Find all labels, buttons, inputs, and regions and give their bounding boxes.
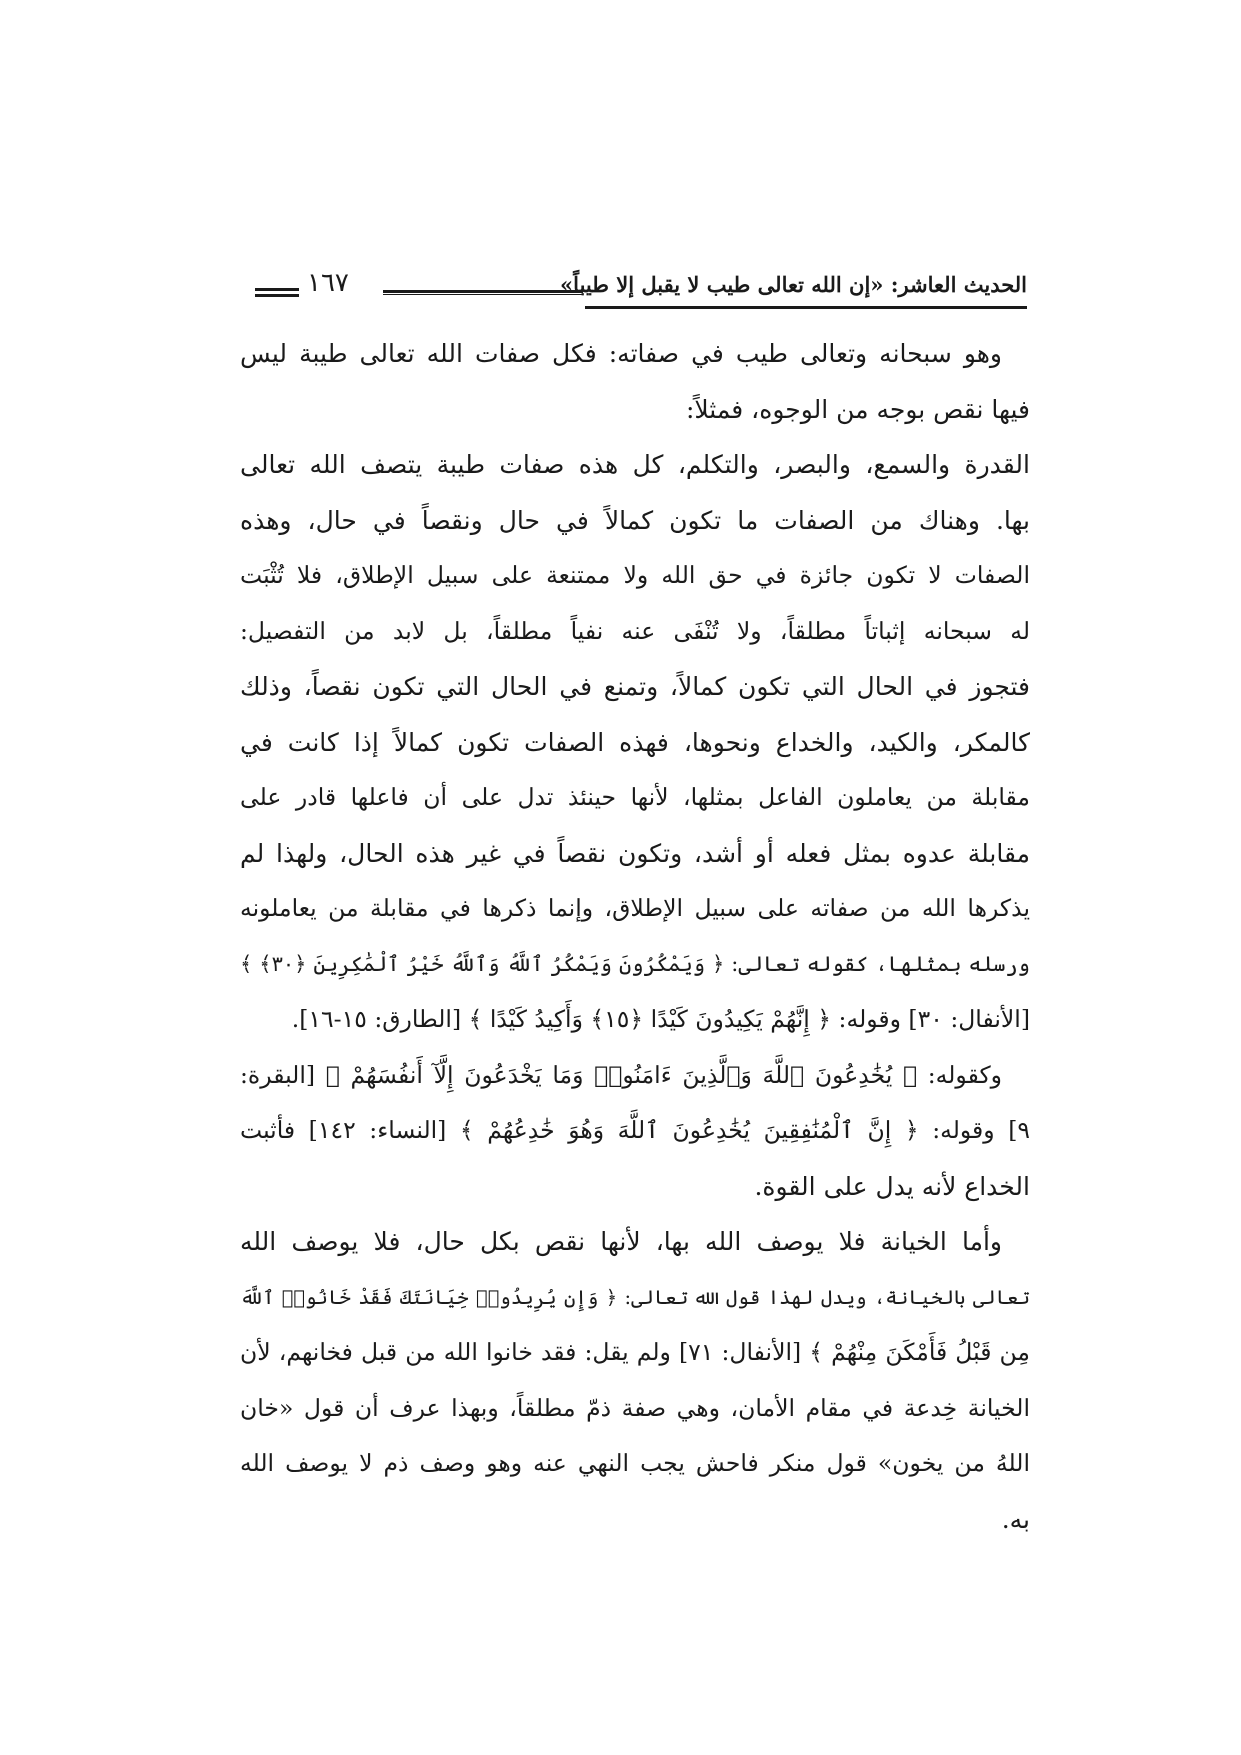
text-line: به. (1001, 1504, 1030, 1534)
page-number: ١٦٧ (307, 268, 349, 298)
running-header (255, 268, 1027, 314)
text-line: وهو سبحانه وتعالى طيب في صفاته: فكل صفات الله تعالى طيبة ليس (240, 339, 1002, 368)
text-line: مقابلة من يعاملون الفاعل بمثلها، لأنها حينئذ تدل على أن فاعلها قادر على (240, 783, 1030, 811)
text-line: وأما الخيانة فلا يوصف الله بها، لأنها نقص بكل حال، فلا يوصف الله (240, 1227, 1002, 1256)
header-rule (383, 290, 583, 295)
text-line: القدرة والسمع، والبصر، والتكلم، كل هذه صفات طيبة يتصف الله تعالى (240, 450, 1030, 479)
text-line: الخداع لأنه يدل على القوة. (754, 1171, 1030, 1201)
quran-verse-line: تعالى بالخيانة، ويدل لهذا قول الله تعالى: ﴿ وَإِن يُرِيدُوا۟ خِيَانَتَكَ فَقَدْ خَانُوا۟ ٱللَّهَ (240, 1285, 1030, 1309)
text-line: الخيانة خِدعة في مقام الأمان، وهي صفة ذمّ مطلقاً، وبهذا عرف أن قول «خان (240, 1393, 1030, 1422)
text-line: فيها نقص بوجه من الوجوه، فمثلاً: (685, 394, 1030, 424)
quran-verse-line: ورسله بمثلها، كقوله تعالى: ﴿ وَيَمْكُرُونَ وَيَمْكُرُ ٱللَّهُ وَٱللَّهُ خَيْرُ ٱلْمَٰكِرِينَ ﴿٣٠﴾ ﴾ (240, 951, 1030, 976)
text-line: يذكرها الله من صفاته على سبيل الإطلاق، وإنما ذكرها في مقابلة من يعاملونه (240, 894, 1030, 922)
text-line: اللهُ من يخون» قول منكر فاحش يجب النهي عنه وهو وصف ذم لا يوصف الله (240, 1449, 1030, 1477)
text-line: له سبحانه إثباتاً مطلقاً، ولا تُنْفَى عنه نفياً مطلقاً، بل لابد من التفصيل: (240, 616, 1030, 645)
quran-verse-line: مِن قَبْلُ فَأَمْكَنَ مِنْهُمْ ﴾ [الأنفال: ٧١] ولم يقل: فقد خانوا الله من قبل فخانهم، لأن (240, 1338, 1030, 1366)
quran-verse-line: ٩] وقوله: ﴿ إِنَّ ٱلْمُنَٰفِقِينَ يُخَٰدِعُونَ ٱللَّهَ وَهُوَ خَٰدِعُهُمْ ﴾ [النساء: ١٤٢] فأثبت (240, 1116, 1030, 1144)
quran-verse-line: [الأنفال: ٣٠] وقوله: ﴿ إِنَّهُمْ يَكِيدُونَ كَيْدًا ﴿١٥﴾ وَأَكِيدُ كَيْدًا ﴾ [الطارق: ١٥-١٦]. (291, 1005, 1030, 1033)
header-title: الحديث العاشر: «إن الله تعالى طيب لا يقبل إلا طيباً» (560, 272, 1027, 297)
body-text (240, 326, 1030, 1547)
text-line: كالمكر، والكيد، والخداع ونحوها، فهذه الصفات تكون كمالاً إذا كانت في (240, 727, 1030, 757)
header-underline (585, 306, 1027, 310)
text-line: الصفات لا تكون جائزة في حق الله ولا ممتنعة على سبيل الإطلاق، فلا تُثْبَت (240, 561, 1030, 589)
text-line: بها. وهناك من الصفات ما تكون كمالاً في حال ونقصاً في حال، وهذه (240, 505, 1030, 535)
quran-verse-line: وكقوله: ﴿ يُخَٰدِعُونَ ٱللَّهَ وَٱلَّذِينَ ءَامَنُوا۟ وَمَا يَخْدَعُونَ إِلَّآ أَنفُسَهُمْ ﴾ [البقرة: (240, 1060, 1002, 1089)
text-line: فتجوز في الحال التي تكون كمالاً، وتمنع في الحال التي تكون نقصاً، وذلك (240, 672, 1030, 701)
text-line: مقابلة عدوه بمثل فعله أو أشد، وتكون نقصاً في غير هذه الحال، ولهذا لم (240, 838, 1030, 868)
page-number-mark (255, 288, 299, 297)
